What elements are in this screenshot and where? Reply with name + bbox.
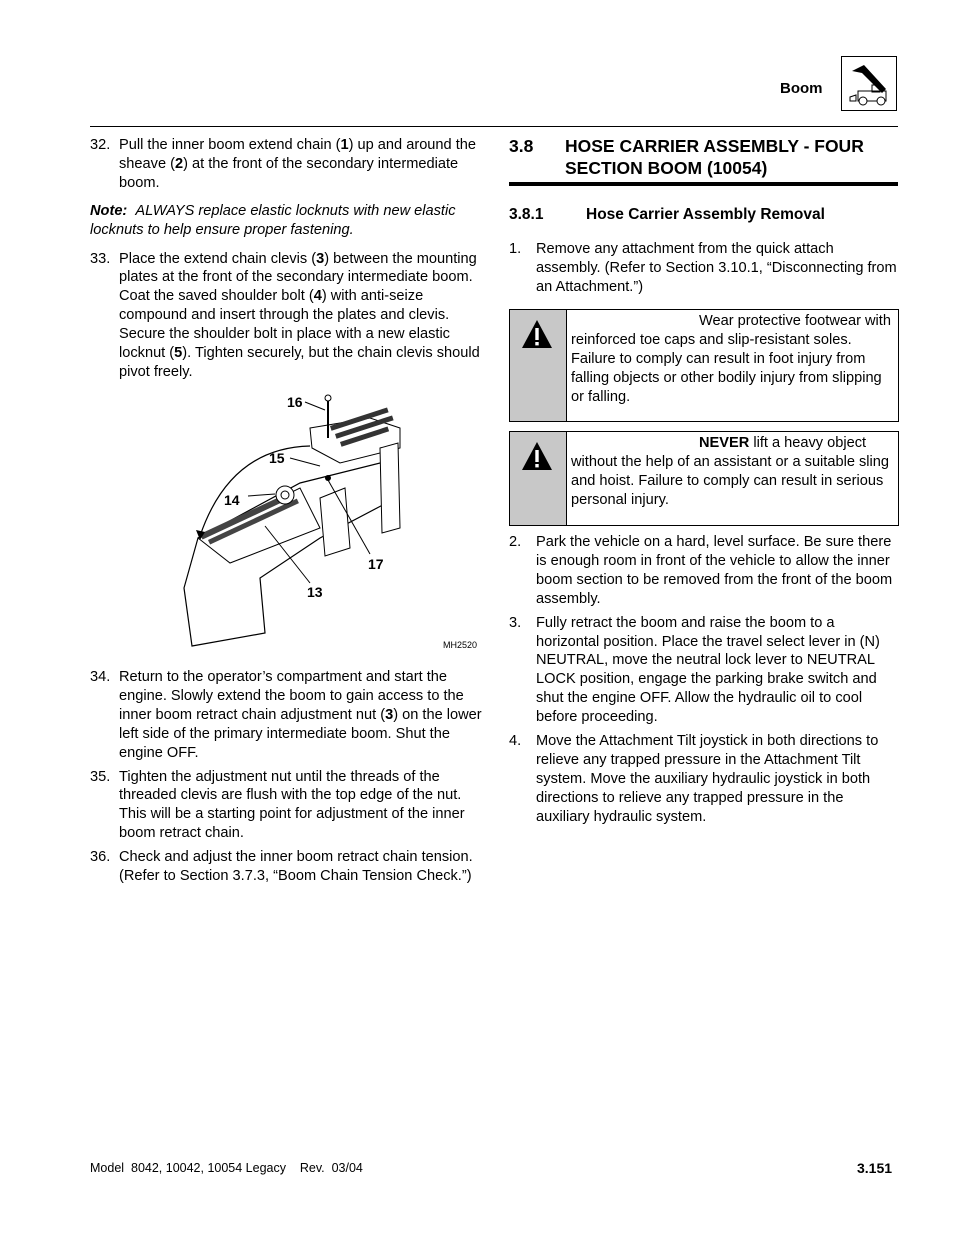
step-text (536, 614, 899, 727)
warning-text (571, 434, 892, 510)
warning-triangle-icon (520, 440, 554, 472)
list-item (90, 250, 482, 382)
subsection-title: Hose Carrier Assembly Removal (586, 206, 825, 223)
list-item (90, 668, 482, 763)
list-item (90, 136, 482, 193)
bold-ref: NEVER (699, 435, 750, 451)
subsection-number: 3.8.1 (509, 206, 544, 223)
section-number: 3.8 (509, 136, 534, 156)
step-list-a (90, 136, 482, 193)
warning-bar (510, 432, 567, 525)
warning-text-footwear (567, 310, 898, 421)
warning-box-footwear (509, 309, 899, 422)
callout-17: 17 (368, 556, 384, 572)
bold-ref: 5 (174, 345, 183, 362)
text-run: ) on the lower left side of the primary intermediate boom. Shut the engine OFF. (119, 706, 482, 761)
warning-box-heavy-object (509, 431, 899, 526)
step-number: 34. (90, 669, 111, 685)
step-list-c (90, 668, 482, 886)
footer-model: Model 8042, 10042, 10054 Legacy Rev. 03/04 (90, 1161, 363, 1175)
right-column (509, 240, 899, 302)
section-heading (509, 135, 898, 179)
text-run: Wear protective footwear with reinforced toe caps and slip-resistant soles. Failure to comply can result in foot injury from falling objects or other bodily injury from slipping or falling. (571, 313, 891, 405)
step-text (536, 240, 899, 297)
section-title: HOSE CARRIER ASSEMBLY - FOUR SECTION BOOM (10054) (565, 136, 864, 178)
step-list-b (90, 250, 482, 382)
text-run: ) between the mounting plates at the front of the secondary intermediate boom. Coat the saved shoulder bolt ( (119, 250, 477, 305)
header-rule (90, 126, 898, 127)
text-run: ) up and around the sheave ( (119, 137, 476, 172)
page-number: 3.151 (857, 1160, 893, 1176)
bold-ref: 2 (174, 155, 184, 172)
step-text (536, 732, 899, 827)
callout-13: 13 (307, 584, 323, 600)
boom-chain-illustration (170, 388, 482, 650)
warning-triangle-icon (520, 318, 554, 350)
text-run: Return to the operator’s compartment and start the engine. Slowly extend the boom to gain access to the inner boom retract chain adjustment nut ( (119, 669, 464, 723)
note-text: ALWAYS replace elastic locknuts with new elastic locknuts to help ensure proper fastening. (90, 202, 456, 238)
step-number: 1. (509, 241, 522, 257)
warning-text-heavy-object (567, 432, 898, 525)
bold-ref: 3 (316, 250, 325, 267)
step-text (119, 136, 482, 193)
step-number: 3. (509, 614, 522, 631)
list-item (90, 768, 482, 844)
callout-14: 14 (224, 492, 240, 508)
text-run: Tighten the adjustment nut until the threads of the threaded clevis are flush with the top edge of the nut. This will be a starting point for adjustment of the inner boom retract chain. (119, 768, 465, 842)
text-run: Check and adjust the inner boom retract chain tension. (Refer to Section 3.7.3, “Boom Chain Tension Check.”) (119, 849, 473, 885)
boom-chain-figure (170, 388, 482, 650)
text-run: lift a heavy object without the help of an assistant or a suitable sling and hoist. Failure to comply can result in serious personal injury. (571, 435, 890, 508)
callout-15: 15 (269, 450, 285, 466)
step-text (119, 848, 482, 886)
header-section-title: Boom (780, 80, 823, 97)
note-label: Note: (90, 202, 128, 219)
right-column-lower (509, 533, 899, 832)
left-column (90, 136, 482, 387)
text-run: Place the extend chain clevis ( (119, 250, 317, 267)
bold-ref: 3 (385, 706, 394, 723)
step-text (119, 668, 482, 763)
step-text (536, 533, 899, 609)
step-number: 36. (90, 849, 111, 866)
text-run: Pull the inner boom extend chain ( (119, 137, 341, 153)
text-run: Move the Attachment Tilt joystick in both directions to relieve any trapped pressure in the Attachment Tilt system. Move the auxiliary hydraulic joystick in both directions to relieve any trapped pressure in the auxiliary hydraulic system. (536, 733, 879, 825)
bold-ref: 4 (313, 288, 322, 305)
step-text (119, 250, 482, 382)
figure-code: MH2520 (443, 640, 478, 650)
list-item (509, 240, 899, 297)
warning-bar (510, 310, 567, 421)
step-number: 2. (509, 534, 522, 550)
step-number: 4. (509, 733, 522, 750)
warning-text (571, 312, 892, 407)
step-number: 32. (90, 137, 111, 153)
text-run: Fully retract the boom and raise the boom to a horizontal position. Place the travel select lever in (N) NEUTRAL, move the neutral lock lever to NEUTRAL LOCK position, engage the parking brake switch and shut the engine OFF. Allow the hydraulic oil to cool before proceeding. (536, 614, 880, 726)
list-item (509, 732, 899, 827)
left-column-lower (90, 668, 482, 891)
telehandler-boom-icon (841, 56, 897, 111)
bold-ref: 1 (340, 137, 349, 153)
list-item (90, 848, 482, 886)
step-number: 33. (90, 250, 111, 267)
step-list-right-a (509, 240, 899, 297)
list-item (509, 533, 899, 609)
callout-16: 16 (287, 394, 303, 410)
text-run: ) with anti-seize compound and insert through the plates and clevis. Secure the shoulder bolt in place with a new elastic locknut ( (119, 288, 450, 362)
text-run: Park the vehicle on a hard, level surface. Be sure there is enough room in front of the vehicle to allow the inner boom section to be removed from the front of the boom assembly. (536, 534, 893, 607)
list-item (509, 614, 899, 727)
text-run: ). Tighten securely, but the chain clevis should pivot freely. (119, 345, 480, 380)
section-rule (509, 182, 898, 186)
step-number: 35. (90, 768, 111, 785)
step-list-right-b (509, 533, 899, 827)
step-text (119, 768, 482, 844)
text-run: ) at the front of the secondary intermediate boom. (119, 155, 459, 191)
subsection-heading (509, 206, 825, 225)
text-run: Remove any attachment from the quick attach assembly. (Refer to Section 3.10.1, “Disconnecting from an Attachment.”) (536, 241, 897, 295)
note (90, 202, 482, 240)
